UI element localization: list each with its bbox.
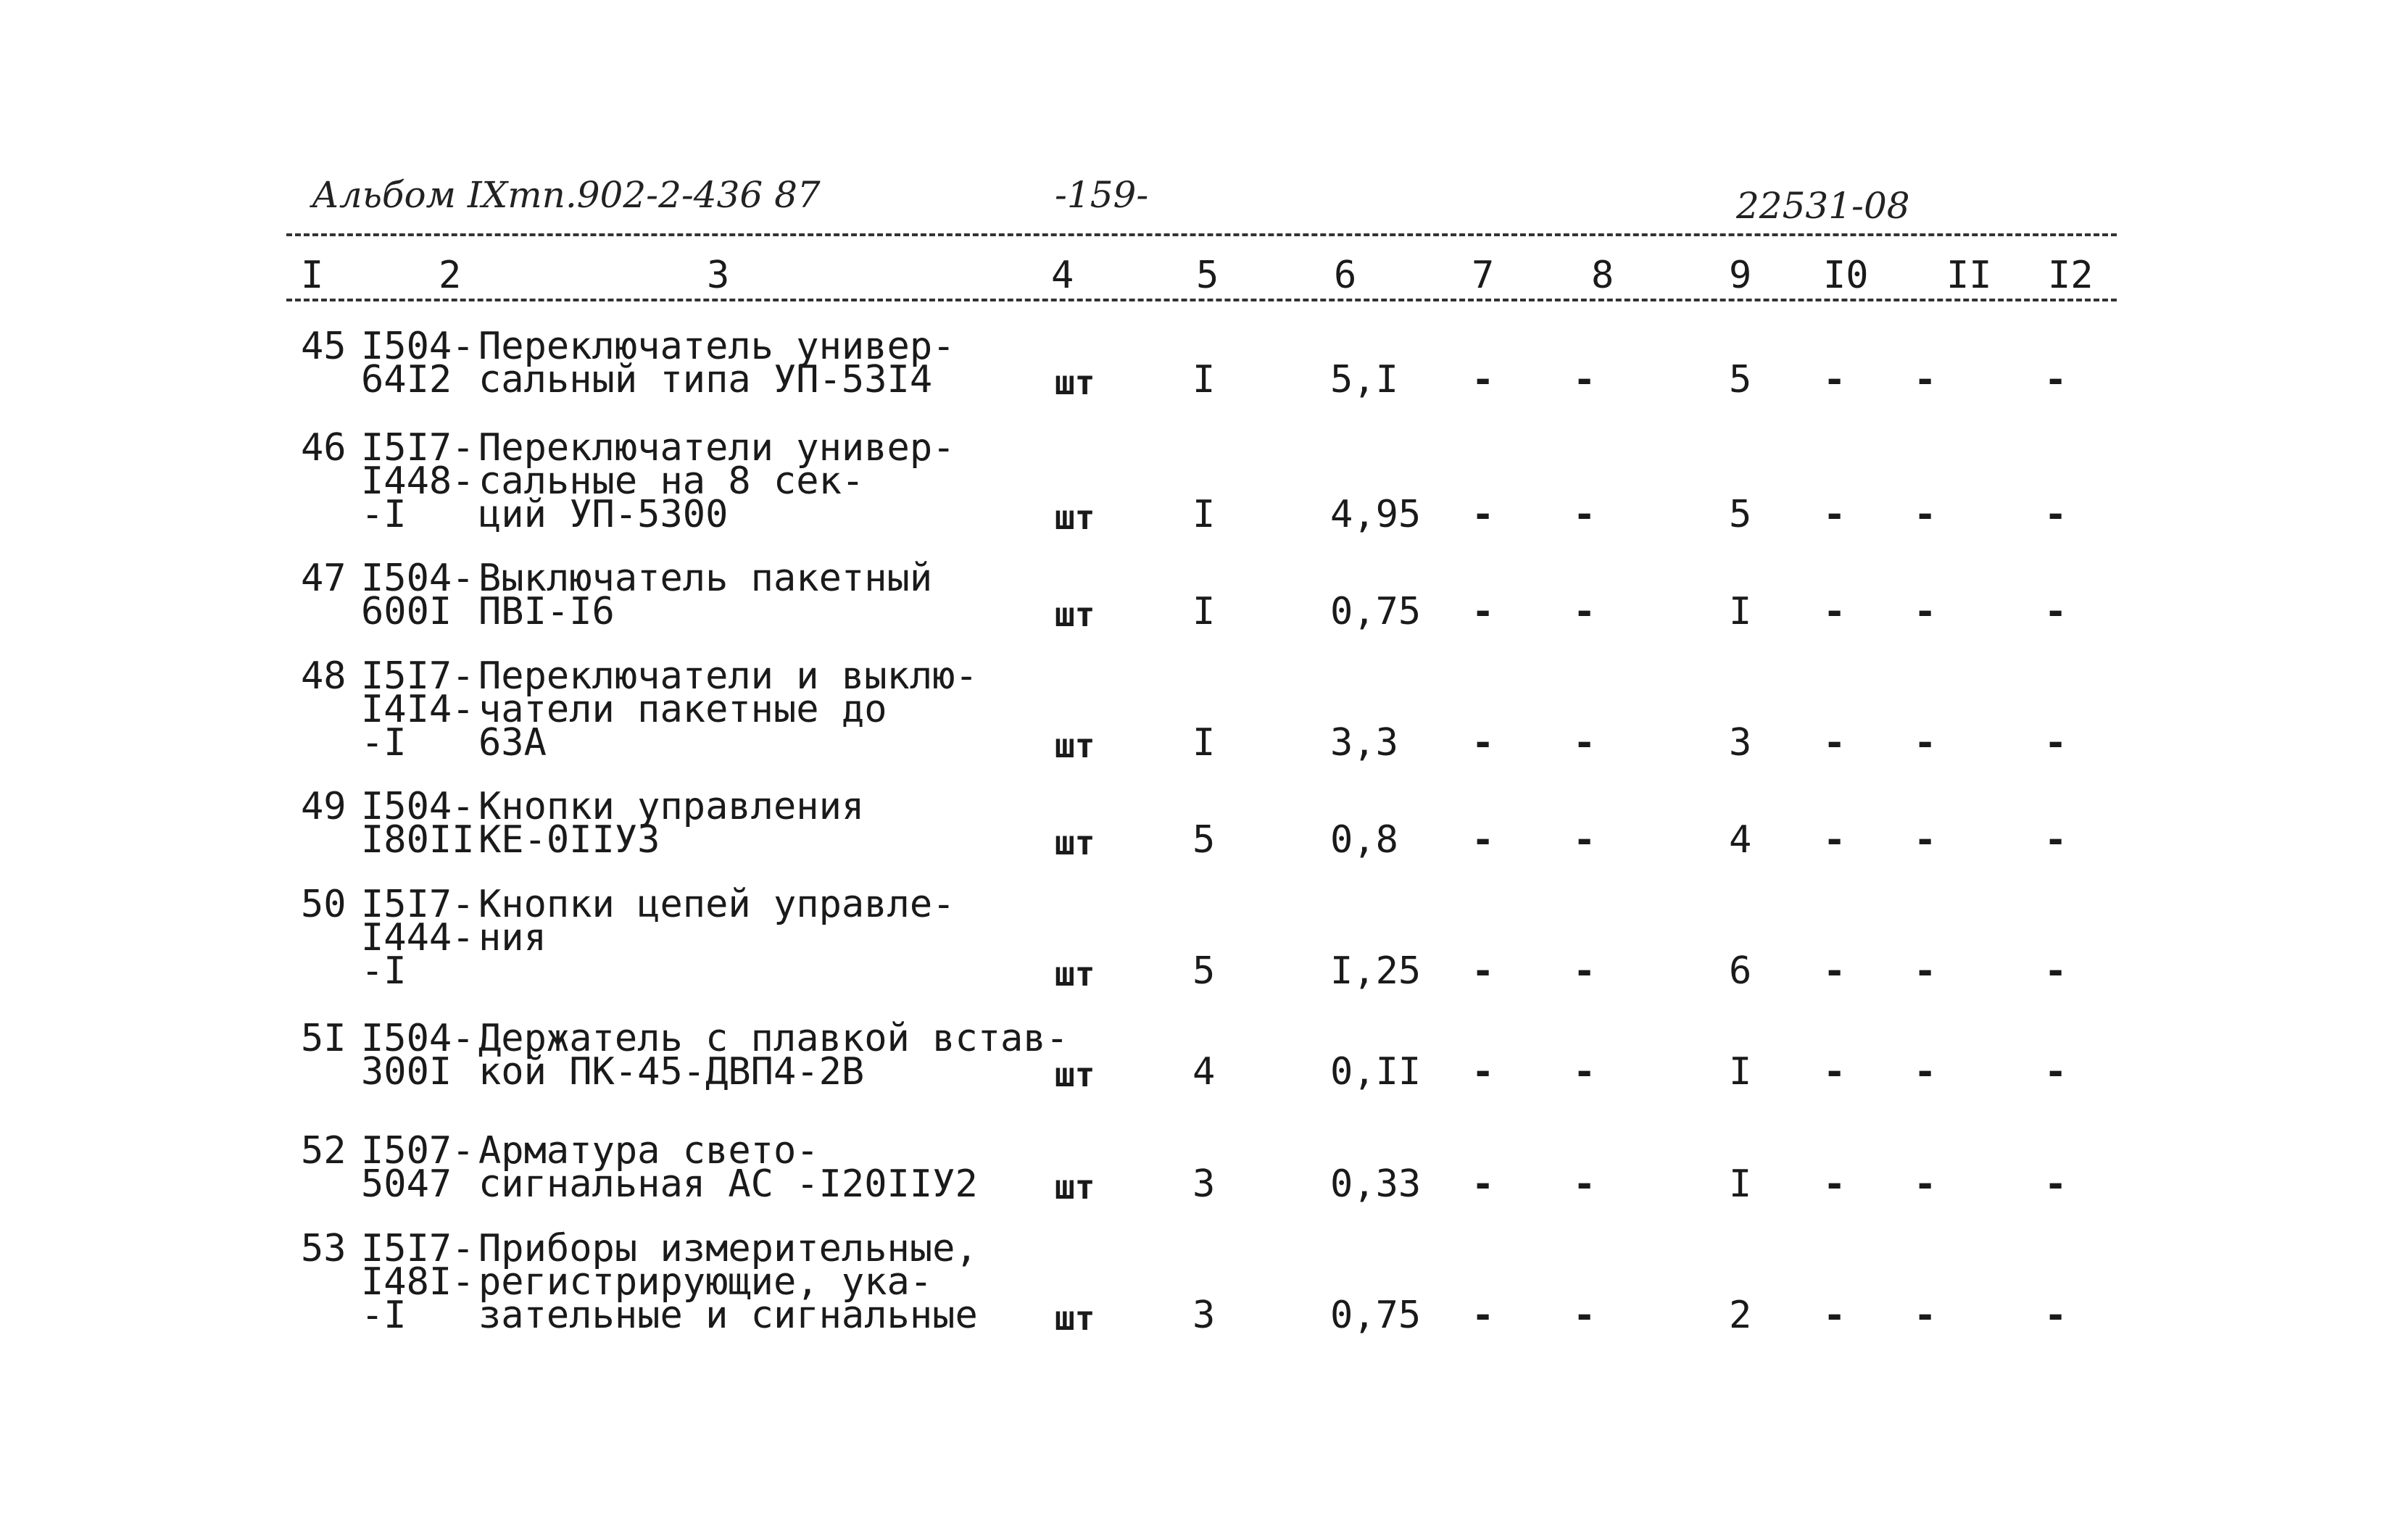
item-name-line: 63А (478, 721, 547, 765)
item-code (361, 426, 475, 536)
col7-value: - (1472, 493, 1495, 536)
page-number: -159- (1055, 174, 1149, 216)
row-number: 48 (301, 654, 347, 698)
col8-value: - (1573, 1162, 1596, 1206)
column-header-3: 3 (707, 254, 730, 297)
col9-value: 4 (1729, 818, 1752, 862)
col9-value: 6 (1729, 949, 1752, 993)
col6-value: 0,8 (1330, 818, 1398, 862)
item-name (478, 426, 955, 536)
item-code-line: I5I7- (361, 654, 475, 698)
unit: шт (1055, 1055, 1095, 1094)
quantity: 5 (1192, 818, 1216, 862)
row-number: 45 (301, 325, 347, 368)
col11-value: - (1914, 1050, 1937, 1094)
col7-value: - (1472, 949, 1495, 993)
row-number: 5I (301, 1017, 347, 1060)
col6-value: 3,3 (1330, 721, 1398, 765)
col12-value: - (2044, 1294, 2067, 1337)
col7-value: - (1472, 358, 1495, 401)
col7-value: - (1472, 1050, 1495, 1094)
item-code-line: I48I- (361, 1260, 475, 1304)
item-code (361, 785, 475, 862)
col7-value: - (1472, 721, 1495, 765)
col8-value: - (1573, 1294, 1596, 1337)
item-name-line: Приборы измерительные, (478, 1227, 978, 1270)
quantity: I (1192, 721, 1216, 765)
item-name (478, 1227, 978, 1337)
quantity: I (1192, 358, 1216, 401)
col7-value: - (1472, 1162, 1495, 1206)
header-rule-top (286, 233, 2117, 236)
col12-value: - (2044, 1050, 2067, 1094)
item-code-line: -I (361, 949, 407, 993)
col9-value: 5 (1729, 358, 1752, 401)
item-name (478, 1017, 1069, 1094)
col6-value: 0,75 (1330, 590, 1422, 633)
col12-value: - (2044, 1162, 2067, 1206)
col7-value: - (1472, 590, 1495, 633)
col10-value: - (1823, 721, 1846, 765)
column-header-2: 2 (439, 254, 462, 297)
col7-value: - (1472, 1294, 1495, 1337)
column-header-7: 7 (1472, 254, 1495, 297)
col7-value: - (1472, 818, 1495, 862)
item-name-line: Переключатели универ- (478, 426, 955, 470)
col12-value: - (2044, 818, 2067, 862)
item-name-line: Переключатель универ- (478, 325, 955, 368)
item-name-line: чатели пакетные до (478, 688, 887, 731)
item-name-line: регистрирующие, ука- (478, 1260, 933, 1304)
item-code (361, 1129, 475, 1206)
col11-value: - (1914, 590, 1937, 633)
col10-value: - (1823, 358, 1846, 401)
unit: шт (1055, 1299, 1095, 1338)
col9-value: 5 (1729, 493, 1752, 536)
col9-value: I (1729, 1050, 1752, 1094)
item-name (478, 785, 865, 862)
col8-value: - (1573, 493, 1596, 536)
unit: шт (1055, 954, 1095, 994)
unit: шт (1055, 823, 1095, 862)
col12-value: - (2044, 721, 2067, 765)
col8-value: - (1573, 358, 1596, 401)
item-code (361, 325, 475, 401)
row-number: 52 (301, 1129, 347, 1173)
header-rule-bottom (286, 299, 2117, 301)
item-code (361, 557, 475, 633)
col6-value: 0,II (1330, 1050, 1422, 1094)
row-number: 50 (301, 883, 347, 926)
item-name (478, 325, 955, 401)
unit: шт (1055, 363, 1095, 402)
col10-value: - (1823, 949, 1846, 993)
col11-value: - (1914, 493, 1937, 536)
item-name-line: Держатель с плавкой встав- (478, 1017, 1069, 1060)
item-name (478, 654, 978, 765)
item-code-line: 64I2 (361, 358, 452, 401)
quantity: 3 (1192, 1294, 1216, 1337)
unit: шт (1055, 498, 1095, 537)
col9-value: 3 (1729, 721, 1752, 765)
col12-value: - (2044, 949, 2067, 993)
quantity: 4 (1192, 1050, 1216, 1094)
col10-value: - (1823, 1294, 1846, 1337)
col9-value: 2 (1729, 1294, 1752, 1337)
document-code: 22531-08 (1736, 185, 1910, 227)
item-code-line: I504- (361, 785, 475, 828)
col11-value: - (1914, 949, 1937, 993)
item-name-line: сигнальная АС -I20IIУ2 (478, 1162, 978, 1206)
col9-value: I (1729, 590, 1752, 633)
col8-value: - (1573, 1050, 1596, 1094)
unit: шт (1055, 595, 1095, 634)
item-name-line: Арматура свето- (478, 1129, 819, 1173)
unit: шт (1055, 1168, 1095, 1207)
column-header-10: I0 (1823, 254, 1869, 297)
col10-value: - (1823, 493, 1846, 536)
col12-value: - (2044, 493, 2067, 536)
item-code-line: I504- (361, 325, 475, 368)
column-header-6: 6 (1334, 254, 1357, 297)
item-name (478, 1129, 978, 1206)
item-code-line: I504- (361, 557, 475, 600)
album-reference: Альбом IXтп.902-2-436 87 (312, 174, 821, 216)
col10-value: - (1823, 1162, 1846, 1206)
row-number: 47 (301, 557, 347, 600)
item-name-line: Кнопки управления (478, 785, 865, 828)
col9-value: I (1729, 1162, 1752, 1206)
col11-value: - (1914, 358, 1937, 401)
item-code-line: I4I4- (361, 688, 475, 731)
item-name (478, 557, 933, 633)
item-code (361, 1017, 475, 1094)
col10-value: - (1823, 1050, 1846, 1094)
item-name-line: КЕ-0IIУ3 (478, 818, 660, 862)
col8-value: - (1573, 818, 1596, 862)
item-code-line: I448- (361, 459, 475, 503)
row-number: 46 (301, 426, 347, 470)
quantity: I (1192, 493, 1216, 536)
col6-value: 4,95 (1330, 493, 1422, 536)
col6-value: 5,I (1330, 358, 1398, 401)
col8-value: - (1573, 949, 1596, 993)
row-number: 49 (301, 785, 347, 828)
item-name-line: сальный типа УП-53I4 (478, 358, 933, 401)
item-code-line: -I (361, 493, 407, 536)
col11-value: - (1914, 1294, 1937, 1337)
item-code (361, 654, 475, 765)
col6-value: I,25 (1330, 949, 1422, 993)
item-name-line: ПВI-I6 (478, 590, 615, 633)
item-name (478, 883, 955, 960)
item-name-line: ния (478, 916, 547, 960)
column-header-5: 5 (1196, 254, 1219, 297)
quantity: 3 (1192, 1162, 1216, 1206)
item-code-line: I507- (361, 1129, 475, 1173)
column-header-1: I (301, 254, 324, 297)
item-code-line: I444- (361, 916, 475, 960)
item-name-line: Переключатели и выклю- (478, 654, 978, 698)
col11-value: - (1914, 721, 1937, 765)
col10-value: - (1823, 818, 1846, 862)
column-header-8: 8 (1591, 254, 1614, 297)
item-code-line: I5I7- (361, 426, 475, 470)
item-name-line: сальные на 8 сек- (478, 459, 865, 503)
column-header-9: 9 (1729, 254, 1752, 297)
column-header-11: II (1946, 254, 1992, 297)
item-code-line: -I (361, 1294, 407, 1337)
item-code-line: I80II (361, 818, 475, 862)
item-name-line: зательные и сигнальные (478, 1294, 978, 1337)
unit: шт (1055, 726, 1095, 765)
item-code-line: -I (361, 721, 407, 765)
item-name-line: Кнопки цепей управле- (478, 883, 955, 926)
row-number: 53 (301, 1227, 347, 1270)
item-code-line: 5047 (361, 1162, 452, 1206)
item-code-line: 600I (361, 590, 452, 633)
quantity: I (1192, 590, 1216, 633)
column-header-12: I2 (2048, 254, 2094, 297)
col12-value: - (2044, 358, 2067, 401)
item-name-line: кой ПК-45-ДВП4-2В (478, 1050, 865, 1094)
col8-value: - (1573, 721, 1596, 765)
item-name-line: ций УП-5300 (478, 493, 729, 536)
item-name-line: Выключатель пакетный (478, 557, 933, 600)
col6-value: 0,75 (1330, 1294, 1422, 1337)
column-header-4: 4 (1051, 254, 1074, 297)
item-code-line: I5I7- (361, 1227, 475, 1270)
item-code-line: 300I (361, 1050, 452, 1094)
col8-value: - (1573, 590, 1596, 633)
col10-value: - (1823, 590, 1846, 633)
col6-value: 0,33 (1330, 1162, 1422, 1206)
item-code (361, 1227, 475, 1337)
col12-value: - (2044, 590, 2067, 633)
item-code-line: I5I7- (361, 883, 475, 926)
item-code (361, 883, 475, 993)
item-code-line: I504- (361, 1017, 475, 1060)
col11-value: - (1914, 1162, 1937, 1206)
col11-value: - (1914, 818, 1937, 862)
quantity: 5 (1192, 949, 1216, 993)
